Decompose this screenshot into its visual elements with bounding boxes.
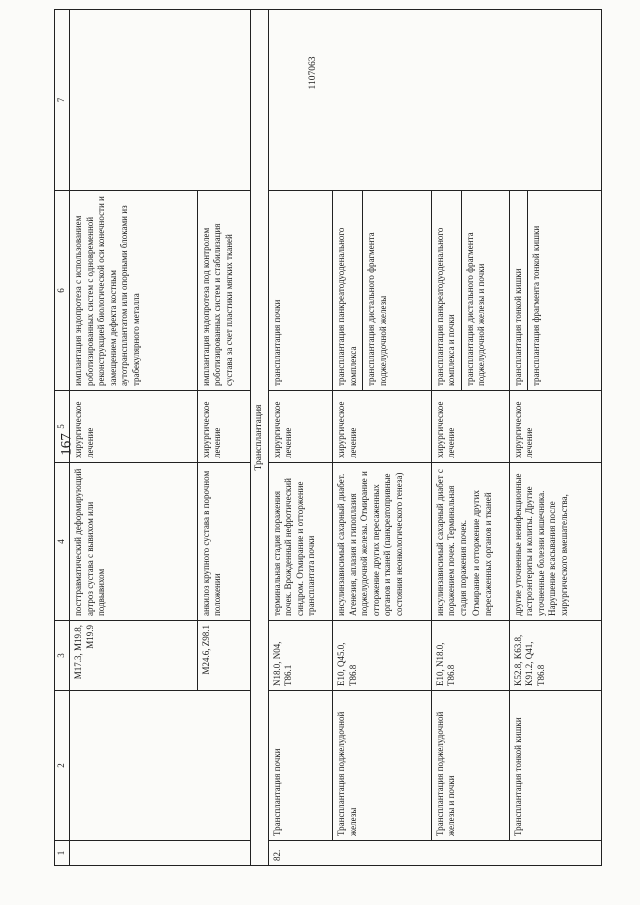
method-option: трансплантация фрагмента тонкой кишки	[531, 225, 542, 386]
header-cell: 3	[55, 621, 70, 691]
treatment-type: хирургическое лечение	[268, 391, 333, 463]
icd-codes: K52.8, K63.8, K91.2, Q41, T86.8	[509, 621, 601, 691]
service-name: Трансплантация поджелудочной железы и почки	[431, 691, 509, 841]
service-name: Трансплантация тонкой кишки	[509, 691, 601, 841]
header-cell: 2	[55, 691, 70, 841]
treatment-method: имплантация эндопротеза под контролем роботизированных систем и стабилизация сустава за счет пластики мягких тканей	[197, 191, 250, 391]
header-row	[55, 10, 70, 866]
treatment-type: хирургическое лечение	[333, 391, 431, 463]
section-row	[250, 10, 268, 866]
patient-model: терминальная стадия поражения почек. Врожденный нефротический синдром. Отмирание и отторжение трансплантата почки	[268, 463, 333, 621]
patient-model: анкилоз крупного сустава в порочном положении	[197, 463, 250, 621]
treatment-type: хирургическое лечение	[197, 391, 250, 463]
treatment-method	[333, 191, 431, 391]
header-cell: 5	[55, 391, 70, 463]
patient-model-part: инсулинзависимый сахарный диабет с поражением почек. Терминальная стадия поражения почек.	[434, 469, 468, 616]
icd-codes: M24.6, Z98.1	[197, 621, 250, 691]
method-option: трансплантация дистального фрагмента поджелудочной железы и почки	[464, 232, 487, 386]
section-title: Трансплантация	[250, 10, 268, 866]
page-number: 167	[58, 433, 75, 456]
services-table	[54, 9, 602, 866]
treatment-type: хирургическое лечение	[431, 391, 509, 463]
header-cell: 1	[55, 841, 70, 866]
table-row	[333, 10, 431, 866]
header-cell: 6	[55, 191, 70, 391]
method-option: трансплантация панкреатодуоденального комплекса	[333, 191, 363, 390]
header-cell: 7	[55, 10, 70, 191]
icd-codes: E10, N18.0, T86.8	[431, 621, 509, 691]
document-code: 1107063	[308, 56, 318, 90]
table-row	[509, 10, 601, 866]
table-row	[431, 10, 509, 866]
patient-model: другие уточненные неинфекционные гастроэнтериты и колиты. Другие уточненные болезни кишечника. Нарушение всасывания после хирургического вмешательства,	[509, 463, 601, 621]
table-row	[197, 10, 250, 866]
treatment-method: имплантация эндопротеза с использованием роботизированных систем с одновременной реконструкцией биологической оси конечности и замещением дефекта костным аутотрансплантатом или опорными блоками из трабекулярного металла	[70, 191, 197, 391]
row-number: 82.	[268, 841, 333, 866]
treatment-method: трансплантация почки	[268, 191, 333, 391]
treatment-method	[431, 191, 509, 391]
patient-model-part: Отмирание и отторжение других пересаженных органов и тканей	[471, 490, 493, 616]
service-name: Трансплантация почки	[268, 691, 333, 841]
treatment-type: хирургическое лечение	[509, 391, 601, 463]
header-cell: 4	[55, 463, 70, 621]
patient-model	[431, 463, 509, 621]
icd-codes: M17.3, M19.8, M19.9	[70, 621, 197, 691]
icd-codes: E10, Q45.0, T86.8	[333, 621, 431, 691]
method-option: трансплантация панкреатодуоденального комплекса и почки	[432, 191, 462, 390]
patient-model: инсулинзависимый сахарный диабет. Агенезия, аплазия и гипоплазия поджелудочной железы. Отмирание и отторжение других пересаженных органов и тканей (панкреатопривные состояния неонкологического генеза)	[333, 463, 431, 621]
method-option: трансплантация дистального фрагмента поджелудочной железы	[366, 232, 388, 386]
treatment-method	[509, 191, 601, 391]
table-row	[268, 10, 333, 866]
service-name: Трансплантация поджелудочной железы	[333, 691, 431, 841]
rotated-page	[54, 10, 602, 866]
method-option: трансплантация тонкой кишки	[510, 191, 529, 390]
table-row	[70, 10, 197, 866]
patient-model: посттравматический деформирующий артроз сустава с вывихом или подвывихом	[70, 463, 197, 621]
icd-codes: N18.0, N04, T86.1	[268, 621, 333, 691]
treatment-type: хирургическое лечение	[70, 391, 197, 463]
